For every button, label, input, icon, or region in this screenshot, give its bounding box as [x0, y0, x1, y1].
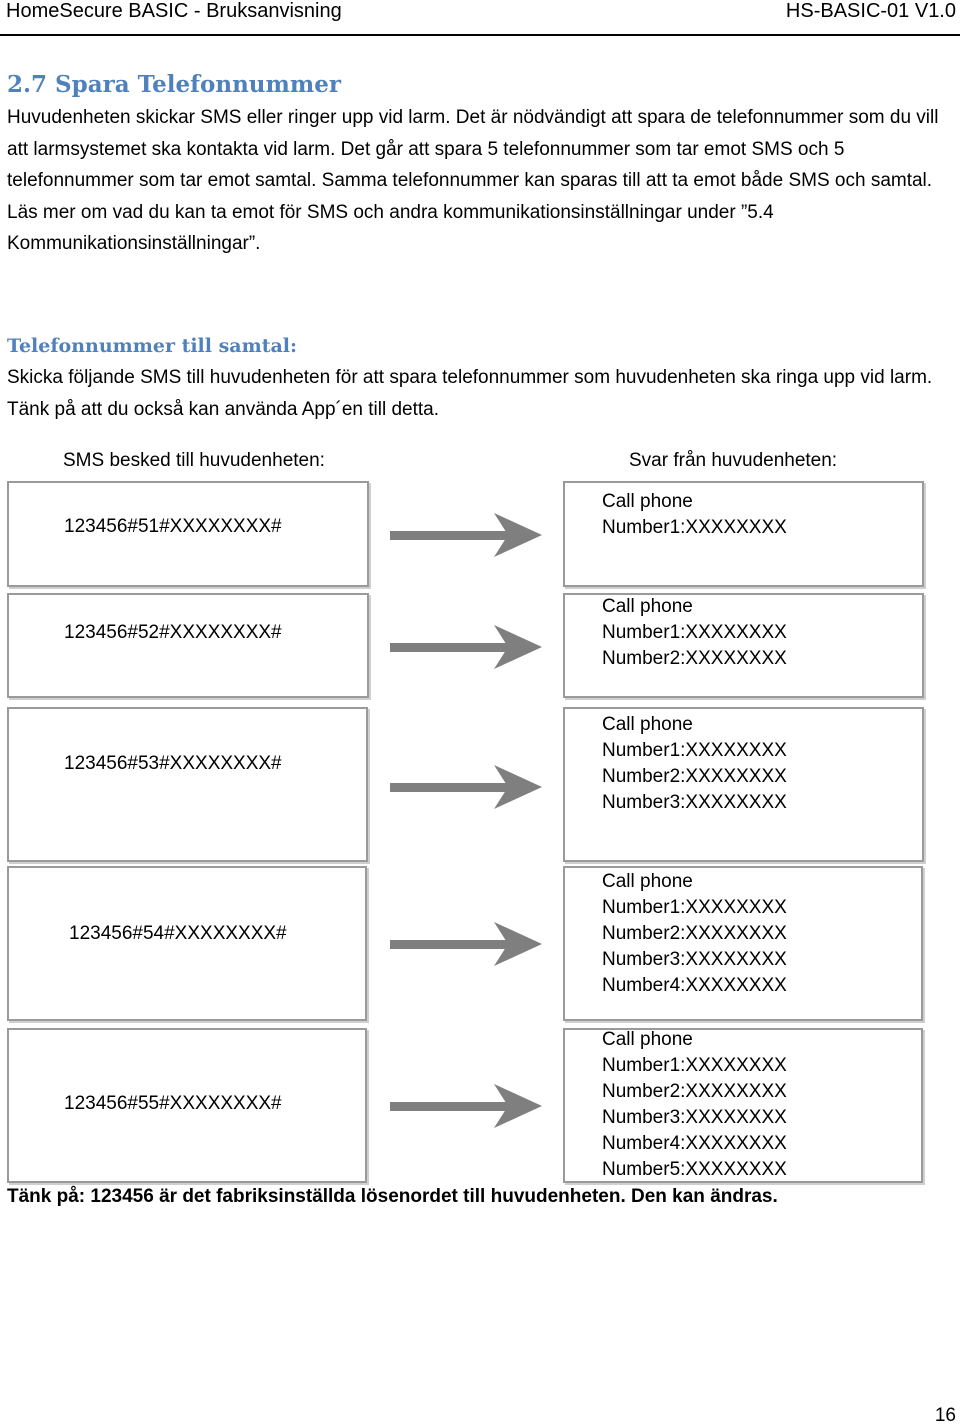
reply-line: Number1:XXXXXXXX — [602, 1055, 787, 1076]
sms-command: 123456#53#XXXXXXXX# — [64, 753, 282, 774]
password-note: Tänk på: 123456 är det fabriksinställda lösenordet till huvudenheten. Den kan ändras. — [7, 1186, 778, 1207]
page-number: 16 — [934, 1405, 956, 1426]
sms-command: 123456#52#XXXXXXXX# — [64, 622, 282, 643]
reply-text — [602, 594, 787, 672]
arrow-right-icon — [386, 1081, 546, 1131]
reply-text — [602, 1027, 787, 1183]
reply-text — [602, 869, 787, 999]
sms-column-title: SMS besked till huvudenheten: — [63, 450, 325, 471]
reply-line: Number5:XXXXXXXX — [602, 1159, 787, 1180]
arrow-right-icon — [386, 622, 546, 672]
reply-line: Call phone — [602, 871, 693, 892]
arrow-right-icon — [386, 762, 546, 812]
section-intro: Huvudenheten skickar SMS eller ringer upp vid larm. Det är nödvändigt att spara de telefonnummer som du vill att larmsystemet ska kontakta vid larm. Det går att spara 5 telefonnummer som tar emot SMS och 5 telefonnummer som tar emot samtal. Samma telefonnummer kan sparas till att ta emot både SMS och samtal. Läs mer om vad du kan ta emot för SMS och andra kommunikationsinställningar under ”5.4 Kommunikationsinställningar”. — [7, 107, 939, 254]
reply-line: Number4:XXXXXXXX — [602, 1133, 787, 1154]
arrow-right-icon — [386, 919, 546, 969]
sms-box — [7, 707, 368, 862]
reply-text — [602, 712, 787, 816]
reply-line: Number1:XXXXXXXX — [602, 897, 787, 918]
reply-line: Number1:XXXXXXXX — [602, 740, 787, 761]
reply-line: Number2:XXXXXXXX — [602, 1081, 787, 1102]
reply-line: Number3:XXXXXXXX — [602, 1107, 787, 1128]
reply-line: Number1:XXXXXXXX — [602, 622, 787, 643]
reply-line: Number1:XXXXXXXX — [602, 517, 787, 538]
page-header — [0, 0, 960, 30]
sms-command: 123456#51#XXXXXXXX# — [64, 516, 282, 537]
sms-command: 123456#54#XXXXXXXX# — [69, 923, 287, 944]
reply-column-title: Svar från huvudenheten: — [629, 450, 838, 471]
header-title: HomeSecure BASIC - Bruksanvisning — [6, 0, 342, 22]
reply-line: Number3:XXXXXXXX — [602, 949, 787, 970]
reply-line: Call phone — [602, 491, 693, 512]
reply-line: Number2:XXXXXXXX — [602, 648, 787, 669]
section-title: 2.7 Spara Telefonnummer — [7, 71, 341, 98]
header-version: HS-BASIC-01 V1.0 — [785, 0, 956, 22]
reply-line: Number2:XXXXXXXX — [602, 923, 787, 944]
reply-line: Number3:XXXXXXXX — [602, 792, 787, 813]
arrow-right-icon — [386, 510, 546, 560]
reply-line: Number4:XXXXXXXX — [602, 975, 787, 996]
subsection-title: Telefonnummer till samtal: — [7, 335, 298, 357]
header-divider — [0, 34, 960, 36]
reply-line: Call phone — [602, 1029, 693, 1050]
sms-command: 123456#55#XXXXXXXX# — [64, 1093, 282, 1114]
reply-line: Call phone — [602, 596, 693, 617]
subsection-body: Skicka följande SMS till huvudenheten för att spara telefonnummer som huvudenheten ska ringa upp vid larm. Tänk på att du också kan använda App´en till detta. — [7, 367, 933, 420]
reply-text — [602, 489, 787, 541]
reply-line: Number2:XXXXXXXX — [602, 766, 787, 787]
reply-line: Call phone — [602, 714, 693, 735]
